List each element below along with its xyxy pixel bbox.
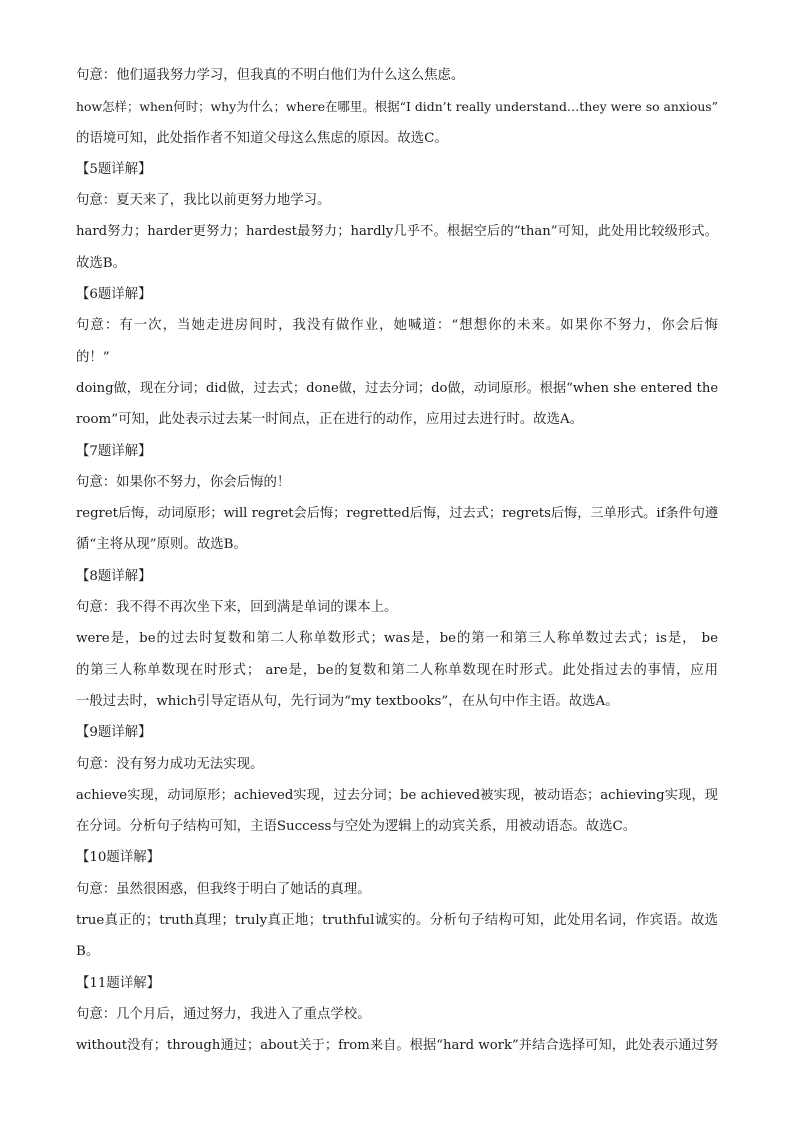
text-line: how怎样；when何时；why为什么；where在哪里。根据“I didn’t really understand…they were so anxious” <box>76 99 718 115</box>
text-line: B。 <box>76 944 100 960</box>
text-line: doing做，现在分词；did做，过去式；done做，过去分词；do做，动词原形。根据“when she entered the <box>76 380 718 396</box>
document-body <box>76 60 718 1062</box>
text-line: 循“主将从现”原则。故选B。 <box>76 537 247 553</box>
text-line: true真正的；truth真理；truly真正地；truthful诚实的。分析句子结构可知，此处用名词，作宾语。故选 <box>76 913 718 929</box>
text-line: 的第三人称单数现在时形式； are是，be的复数和第二人称单数现在时形式。此处指过去的事情，应用 <box>76 662 718 678</box>
text-line: 句意：几个月后，通过努力，我进入了重点学校。 <box>76 1006 371 1022</box>
section-heading: 【9题详解】 <box>76 725 152 741</box>
text-line: 故选B。 <box>76 255 127 271</box>
section-heading: 【10题详解】 <box>76 850 160 866</box>
text-line: 的！” <box>76 349 110 365</box>
text-line: without没有；through通过；about关于；from来自。根据“hard work”并结合选择可知，此处表示通过努 <box>76 1038 718 1054</box>
text-line: 句意：虽然很困惑，但我终于明白了她话的真理。 <box>76 881 371 897</box>
text-line: regret后悔，动词原形；will regret会后悔；regretted后悔，过去式；regrets后悔，三单形式。if条件句遵 <box>76 506 718 522</box>
section-heading: 【5题详解】 <box>76 161 152 177</box>
text-line: room”可知，此处表示过去某一时间点，正在进行的动作，应用过去进行时。故选A。 <box>76 412 584 428</box>
text-line: 句意：夏天来了，我比以前更努力地学习。 <box>76 193 331 209</box>
section-heading: 【6题详解】 <box>76 287 152 303</box>
text-line: 句意：如果你不努力，你会后悔的！ <box>76 474 291 490</box>
text-line: 的语境可知，此处指作者不知道父母这么焦虑的原因。故选C。 <box>76 130 448 146</box>
text-line: 一般过去时，which引导定语从句，先行词为“my textbooks”，在从句中作主语。故选A。 <box>76 693 619 709</box>
text-line: 在分词。分析句子结构可知，主语Success与空处为逻辑上的动宾关系，用被动语态。故选C。 <box>76 819 637 835</box>
text-line: were是，be的过去时复数和第二人称单数形式；was是，be的第一和第三人称单数过去式；is是， be <box>76 631 718 647</box>
text-line: 句意：我不得不再次坐下来，回到满是单词的课本上。 <box>76 600 398 616</box>
text-line: achieve实现，动词原形；achieved实现，过去分词；be achieved被实现，被动语态；achieving实现，现 <box>76 787 718 803</box>
text-line: 句意：没有努力成功无法实现。 <box>76 756 264 772</box>
text-line: 句意：有一次，当她走进房间时，我没有做作业，她喊道：“想想你的未来。如果你不努力，你会后悔 <box>76 318 718 334</box>
section-heading: 【11题详解】 <box>76 975 160 991</box>
section-heading: 【8题详解】 <box>76 568 152 584</box>
text-line: 句意：他们逼我努力学习，但我真的不明白他们为什么这么焦虑。 <box>76 68 465 83</box>
section-heading: 【7题详解】 <box>76 443 152 459</box>
text-line: hard努力；harder更努力；hardest最努力；hardly几乎不。根据空后的“than”可知，此处用比较级形式。 <box>76 224 718 240</box>
